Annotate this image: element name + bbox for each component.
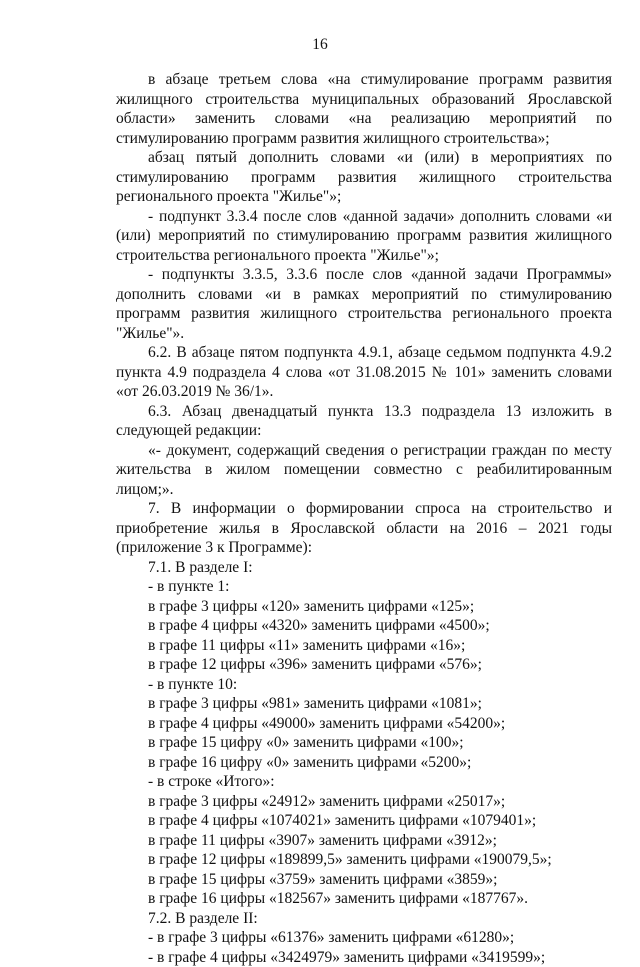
list-line: - в графе 4 цифры «3424979» заменить цифрами «3419599»;: [148, 948, 612, 967]
list-line: в графе 4 цифры «4320» заменить цифрами «4500»;: [148, 616, 612, 636]
list-line: в графе 12 цифры «189899,5» заменить цифрами «190079,5»;: [148, 850, 612, 870]
paragraph: «- документ, содержащий сведения о регистрации граждан по месту жительства в жилом помещении совместно с реабилитированным лицом;».: [116, 441, 612, 500]
list-line: 7.1. В разделе I:: [148, 558, 612, 578]
paragraph: абзац пятый дополнить словами «и (или) в мероприятиях по стимулированию программ развития жилищного строительства регионального проекта "Жилье"»;: [116, 148, 612, 207]
list-line: - в пункте 1:: [148, 577, 612, 597]
paragraph: в абзаце третьем слова «на стимулирование программ развития жилищного строительства муниципальных образований Ярославской области» заменить словами «на реализацию мероприятий по стимулированию программ развития жилищного строительства»;: [116, 70, 612, 148]
list-line: в графе 15 цифры «3759» заменить цифрами «3859»;: [148, 870, 612, 890]
list-line: в графе 16 цифры «182567» заменить цифрами «187767».: [148, 889, 612, 909]
paragraph: - подпункт 3.3.4 после слов «данной задачи» дополнить словами «и (или) мероприятий по стимулированию программ развития жилищного строительства регионального проекта "Жилье"»;: [116, 207, 612, 266]
list-line: в графе 15 цифру «0» заменить цифрами «100»;: [148, 733, 612, 753]
list-line: в графе 3 цифры «24912» заменить цифрами «25017»;: [148, 792, 612, 812]
list-line: в графе 3 цифры «120» заменить цифрами «125»;: [148, 597, 612, 617]
list-line: 7.2. В разделе II:: [148, 909, 612, 929]
list-line: в графе 3 цифры «981» заменить цифрами «1081»;: [148, 694, 612, 714]
paragraph: - подпункты 3.3.5, 3.3.6 после слов «данной задачи Программы» дополнить словами «и в рамках мероприятий по стимулированию программ развития жилищного строительства регионального проекта "Жилье"».: [116, 265, 612, 343]
paragraph: 6.2. В абзаце пятом подпункта 4.9.1, абзаце седьмом подпункта 4.9.2 пункта 4.9 подраздела 4 слова «от 31.08.2015 № 101» заменить словами «от 26.03.2019 № 36/1».: [116, 343, 612, 402]
paragraph: 7. В информации о формировании спроса на строительство и приобретение жилья в Ярославской области на 2016 – 2021 годы (приложение 3 к Программе):: [116, 499, 612, 558]
list-line: в графе 4 цифры «1074021» заменить цифрами «1079401»;: [148, 811, 612, 831]
page-number: 16: [0, 36, 640, 54]
list-line: в графе 11 цифры «11» заменить цифрами «16»;: [148, 636, 612, 656]
list-line: - в графе 3 цифры «61376» заменить цифрами «61280»;: [148, 928, 612, 948]
paragraph: 6.3. Абзац двенадцатый пункта 13.3 подраздела 13 изложить в следующей редакции:: [116, 402, 612, 441]
list-line: в графе 4 цифры «49000» заменить цифрами «54200»;: [148, 714, 612, 734]
list-line: в графе 16 цифру «0» заменить цифрами «5200»;: [148, 753, 612, 773]
list-line: - в строке «Итого»:: [148, 772, 612, 792]
list-line: в графе 12 цифры «396» заменить цифрами «576»;: [148, 655, 612, 675]
list-line: - в пункте 10:: [148, 675, 612, 695]
list-line: в графе 11 цифры «3907» заменить цифрами «3912»;: [148, 831, 612, 851]
document-body: [116, 70, 612, 967]
